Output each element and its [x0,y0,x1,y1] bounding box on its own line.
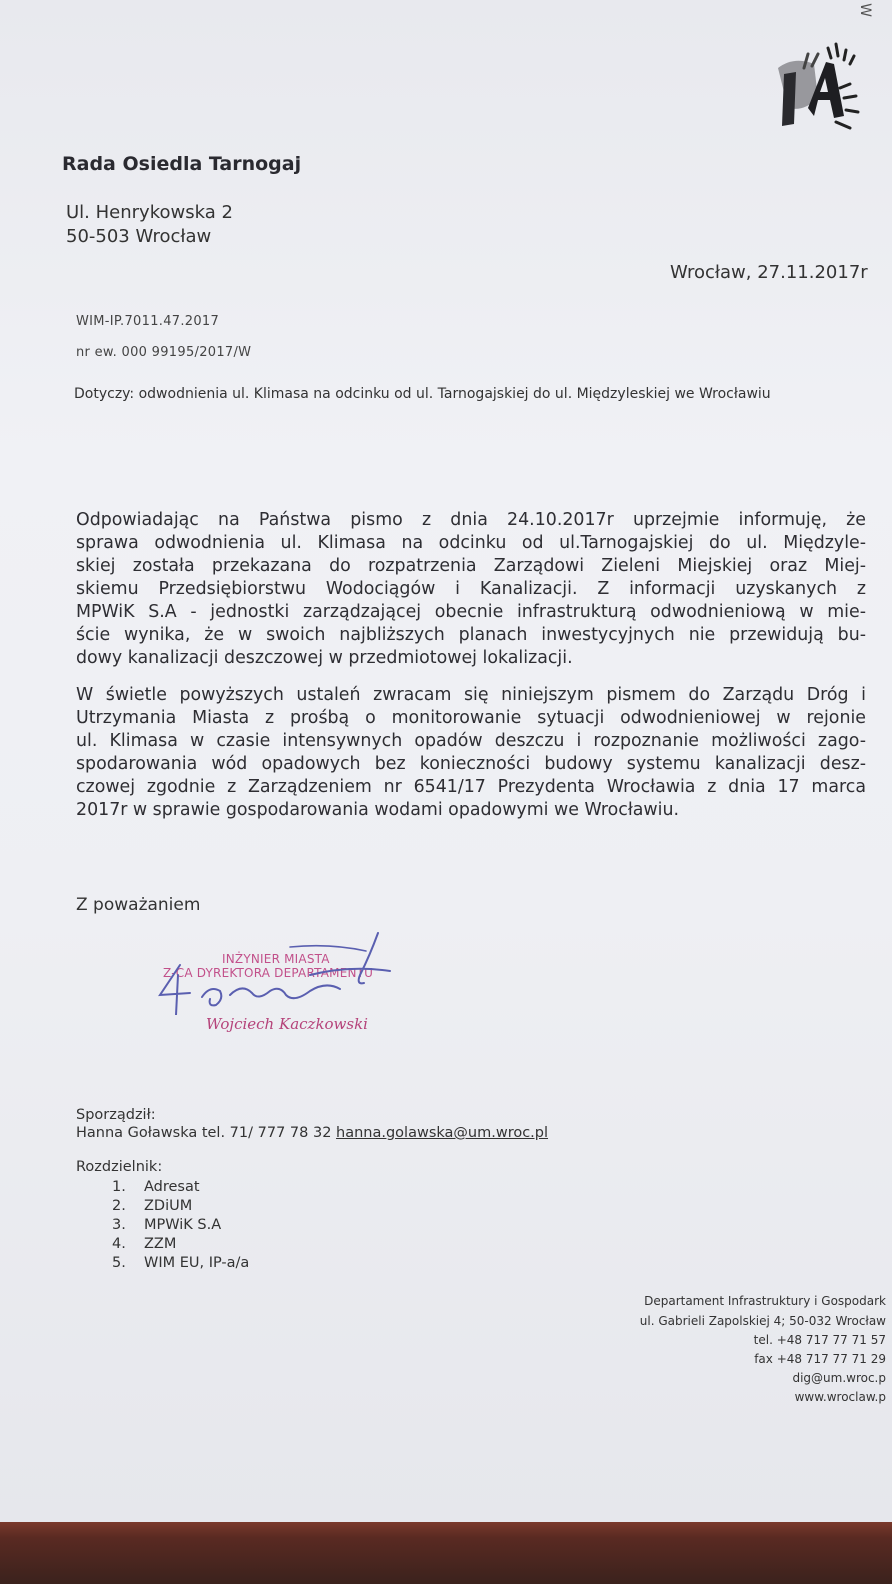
handwritten-signature [150,925,420,1015]
distribution-list [112,1178,249,1273]
prepared-by-details: Hanna Goławska tel. 71/ 777 78 32 [76,1125,332,1141]
body-paragraph-1 [76,509,866,670]
table-surface [0,1522,892,1584]
body-paragraph-2 [76,684,866,822]
registry-number: nr ew. 000 99195/2017/W [76,345,252,360]
paragraph-line: W świetle powyższych ustaleń zwracam się niniejszym pismem do Zarządu Dróg i [76,685,866,705]
recipient-address-street: Ul. Henrykowska 2 [66,202,233,223]
list-item-text: ZZM [144,1236,177,1252]
list-item [112,1216,249,1235]
recipient-name: Rada Osiedla Tarnogaj [62,153,302,175]
paragraph-line: dowy kanalizacji deszczowej w przedmiotowej lokalizacji. [76,648,573,668]
footer-website[interactable]: www.wroclaw.p [794,1390,886,1404]
recipient-address-city: 50-503 Wrocław [66,226,212,247]
footer-department: Departament Infrastruktury i Gospodark [644,1294,886,1308]
footer-fax: fax +48 717 77 71 29 [754,1352,886,1366]
list-item-text: Adresat [144,1179,200,1195]
paragraph-line: sprawa odwodnienia ul. Klimasa na odcinku od ul.Tarnogajskiej do ul. Międzyle- [76,533,866,553]
footer-address: ul. Gabrieli Zapolskiej 4; 50-032 Wrocław [639,1314,886,1328]
paragraph-line: czowej zgodnie z Zarządzeniem nr 6541/17 Prezydenta Wrocławia z dnia 17 marca [76,777,866,797]
list-item-number: 1. [112,1179,126,1195]
closing-salutation: Z poważaniem [76,895,201,915]
distribution-label: Rozdzielnik: [76,1159,163,1175]
list-item [112,1254,249,1273]
paragraph-line: ul. Klimasa w czasie intensywnych opadów deszczu i rozpoznanie możliwości zago- [76,731,866,751]
paragraph-line: spodarowania wód opadowych bez konieczności budowy systemu kanalizacji desz- [76,754,866,774]
footer-email[interactable]: dig@um.wroc.p [792,1371,886,1385]
list-item-number: 2. [112,1198,126,1214]
prepared-by-email-link[interactable]: hanna.golawska@um.wroc.pl [336,1125,549,1141]
list-item-number: 3. [112,1217,126,1233]
prepared-by-label: Sporządził: [76,1107,156,1123]
letter-subject: Dotyczy: odwodnienia ul. Klimasa na odcinku od ul. Tarnogajskiej do ul. Międzyleskiej we Wrocławiu [74,386,771,402]
stamp-position: Z-CA DYREKTORA DEPARTAMENTU [163,966,374,980]
list-item-text: ZDiUM [144,1198,193,1214]
paragraph-line: skiemu Przedsiębiorstwu Wodociągów i Kanalizacji. Z informacji uzyskanych z [76,579,866,599]
corner-glyph: W [856,3,873,17]
letter-date: Wrocław, 27.11.2017r [670,262,868,283]
stamp-signatory-name: Wojciech Kaczkowski [206,1015,368,1033]
footer-phone: tel. +48 717 77 71 57 [753,1333,886,1347]
list-item-text: MPWiK S.A [144,1217,222,1233]
paragraph-line: MPWiK S.A - jednostki zarządzającej obecnie infrastrukturą odwodnieniową w mie- [76,602,866,622]
list-item [112,1178,249,1197]
paragraph-line: Odpowiadając na Państwa pismo z dnia 24.10.2017r uprzejmie informuję, że [76,510,866,530]
list-item [112,1235,249,1254]
list-item [112,1197,249,1216]
case-number: WIM-IP.7011.47.2017 [76,314,220,329]
paragraph-line: skiej została przekazana do rozpatrzenia Zarządowi Zieleni Miejskiej oraz Miej- [76,556,866,576]
list-item-text: WIM EU, IP-a/a [144,1255,250,1271]
stamp-title: INŻYNIER MIASTA [222,952,330,966]
list-item-number: 4. [112,1236,126,1252]
list-item-number: 5. [112,1255,126,1271]
prepared-by-line [76,1125,548,1141]
paragraph-line: ście wynika, że w swoich najbliższych planach inwestycyjnych nie przewidują bu- [76,625,866,645]
wroclaw-logo-icon [774,38,866,134]
paragraph-line: 2017r w sprawie gospodarowania wodami opadowymi we Wrocławiu. [76,800,680,820]
paragraph-line: Utrzymania Miasta z prośbą o monitorowanie sytuacji odwodnieniowej w rejonie [76,708,866,728]
